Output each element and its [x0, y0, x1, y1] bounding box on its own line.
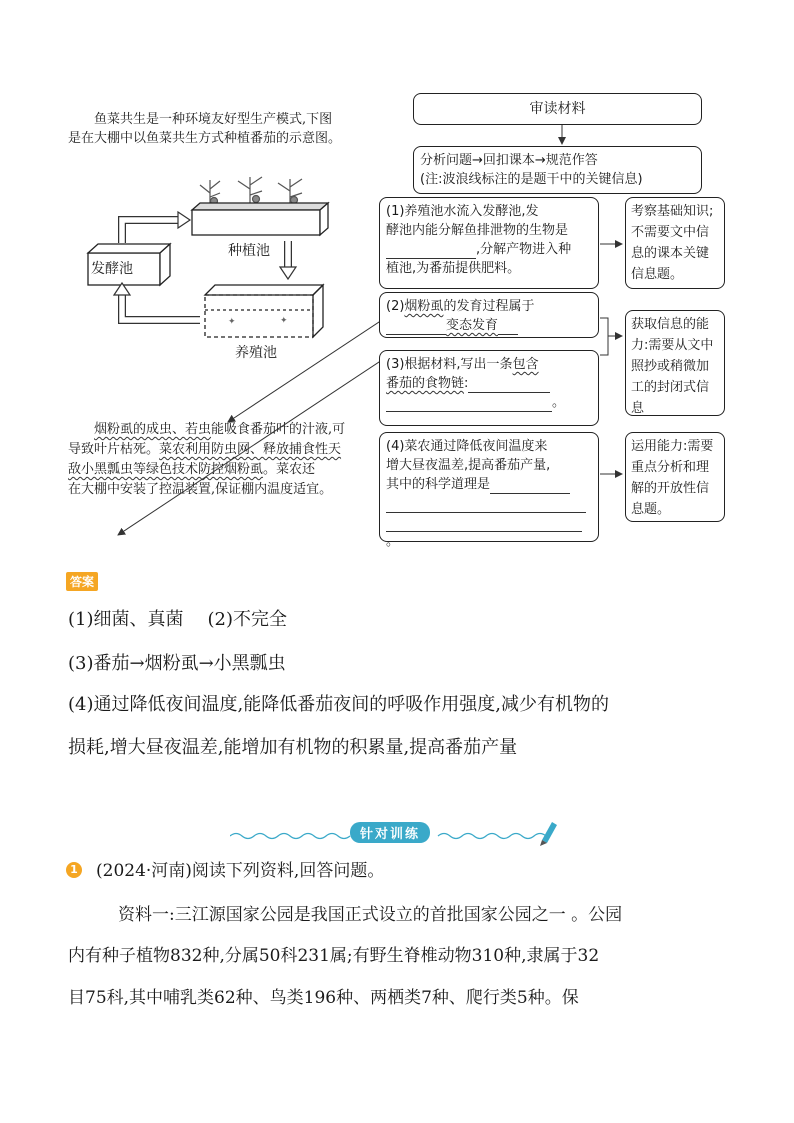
q3-blank-2 — [386, 397, 552, 412]
note-apply-box — [625, 432, 725, 522]
answer-tag: 答案 — [66, 572, 98, 591]
svg-text:✦: ✦ — [280, 316, 288, 326]
q2-blank-2 — [498, 320, 518, 335]
answer-4-line-2: 损耗,增大昼夜温差,能增加有机物的积累量,提高番茄产量 — [68, 737, 518, 758]
note-info: 获取信息的能力:需要从文中照抄或稍微加工的封闭式信息 — [631, 317, 714, 416]
q1-line-4: 植池,为番茄提供肥料。 — [386, 261, 521, 276]
q3-key: 包含 — [512, 357, 539, 372]
practice-para-1: 资料一:三江源国家公园是我国正式设立的首批国家公园之一 。公园 — [118, 905, 623, 925]
practice-para-2: 内有种子植物832种,分属50科231属;有野生脊椎动物310种,隶属于32 — [68, 946, 600, 966]
q4-line-2: 增大昼夜温差,提高番茄产量, — [386, 458, 551, 473]
practice-question-header: (2024·河南)阅读下列资料,回答问题。 — [96, 861, 385, 881]
q2-num: (2) — [386, 299, 405, 314]
review-label: 审读材料 — [529, 101, 586, 117]
answer-4-line-1: (4)通过降低夜间温度,能降低番茄夜间的呼吸作用强度,减少有机物的 — [68, 694, 609, 715]
q2-text: 的发育过程属于 — [443, 299, 535, 314]
review-material-box — [413, 93, 702, 125]
q1-line-2: 酵池内能分解鱼排泄物的生物是 — [386, 223, 569, 238]
question-1-box — [379, 197, 599, 289]
intro-line-1: 鱼菜共生是一种环境友好型生产模式,下图 — [94, 112, 333, 127]
question-2-box — [379, 292, 599, 338]
svg-text:✦: ✦ — [228, 317, 236, 327]
q1-blank — [386, 244, 476, 259]
question-4-box: (4)菜农通过降低夜间温度来 增大昼夜温差,提高番茄产量, 其中的科学道理是 。 — [379, 432, 599, 542]
answer-1-2 — [68, 607, 287, 633]
answer-3: (3)番茄→烟粉虱→小黑瓢虫 — [68, 653, 286, 674]
material-key-1: 烟粉虱的成虫、若虫 — [94, 422, 212, 437]
question-number-badge: 1 — [66, 862, 82, 878]
q4-blank-2 — [386, 498, 586, 513]
material-key-2: 菜农利用防虫网、释放捕食性天 — [159, 442, 342, 457]
q3-text: (3)根据材料,写出一条 — [386, 357, 513, 372]
q3-key-2: 番茄的食物链 — [386, 376, 465, 391]
analyze-line-1: 分析问题→回扣课本→规范作答 — [420, 153, 598, 168]
note-basic: 考察基础知识;不需要文中信息的课本关键信息题。 — [631, 204, 714, 282]
note-apply: 运用能力:需要重点分析和理解的开放性信息题。 — [631, 439, 714, 517]
practice-para-3: 目75科,其中哺乳类62种、鸟类196种、两栖类7种、爬行类5种。保 — [68, 988, 579, 1008]
planting-label: 种植池 — [228, 243, 270, 259]
q2-blank — [386, 320, 446, 335]
fermenter-label: 发酵池 — [91, 261, 133, 277]
material-text-2: 导致叶片枯死。 — [68, 442, 160, 457]
breeding-label: 养殖池 — [235, 345, 277, 361]
analyze-line-2: (注:波浪线标注的是题干中的关键信息) — [420, 172, 643, 187]
q3-blank — [468, 378, 550, 393]
intro-line-2: 是在大棚中以鱼菜共生方式种植番茄的示意图。 — [68, 131, 342, 146]
analyze-box — [413, 146, 702, 194]
material-key-3: 敌小黑瓢虫等绿色技术防控烟粉虱 — [68, 462, 264, 477]
answer-2: (2)不完全 — [207, 609, 287, 630]
q3-colon: : — [464, 376, 469, 391]
note-basic-box — [625, 197, 725, 289]
q4-blank — [490, 479, 570, 494]
answer-1: (1)细菌、真菌 — [68, 609, 184, 630]
q4-line-1: (4)菜农通过降低夜间温度来 — [386, 439, 548, 454]
q2-key: 烟粉虱 — [404, 299, 444, 314]
q1-line-3: ,分解产物进入种 — [476, 242, 572, 257]
question-3-box: (3)根据材料,写出一条包含 番茄的食物链: 。 — [379, 350, 599, 426]
q1-line-1: (1)养殖池水流入发酵池,发 — [386, 204, 539, 219]
q4-blank-3 — [386, 517, 582, 532]
material-text-1: 能吸食番茄叶的汁液,可 — [211, 422, 346, 437]
note-info-box — [625, 310, 725, 416]
q2-key-2: 变态发育 — [446, 318, 499, 333]
practice-banner: 针对训练 — [350, 822, 430, 843]
material-text-3: 。菜农还 — [263, 462, 316, 477]
material-text-4: 在大棚中安装了控温装置,保证棚内温度适宜。 — [68, 482, 333, 497]
q4-line-3: 其中的科学道理是 — [386, 477, 491, 492]
